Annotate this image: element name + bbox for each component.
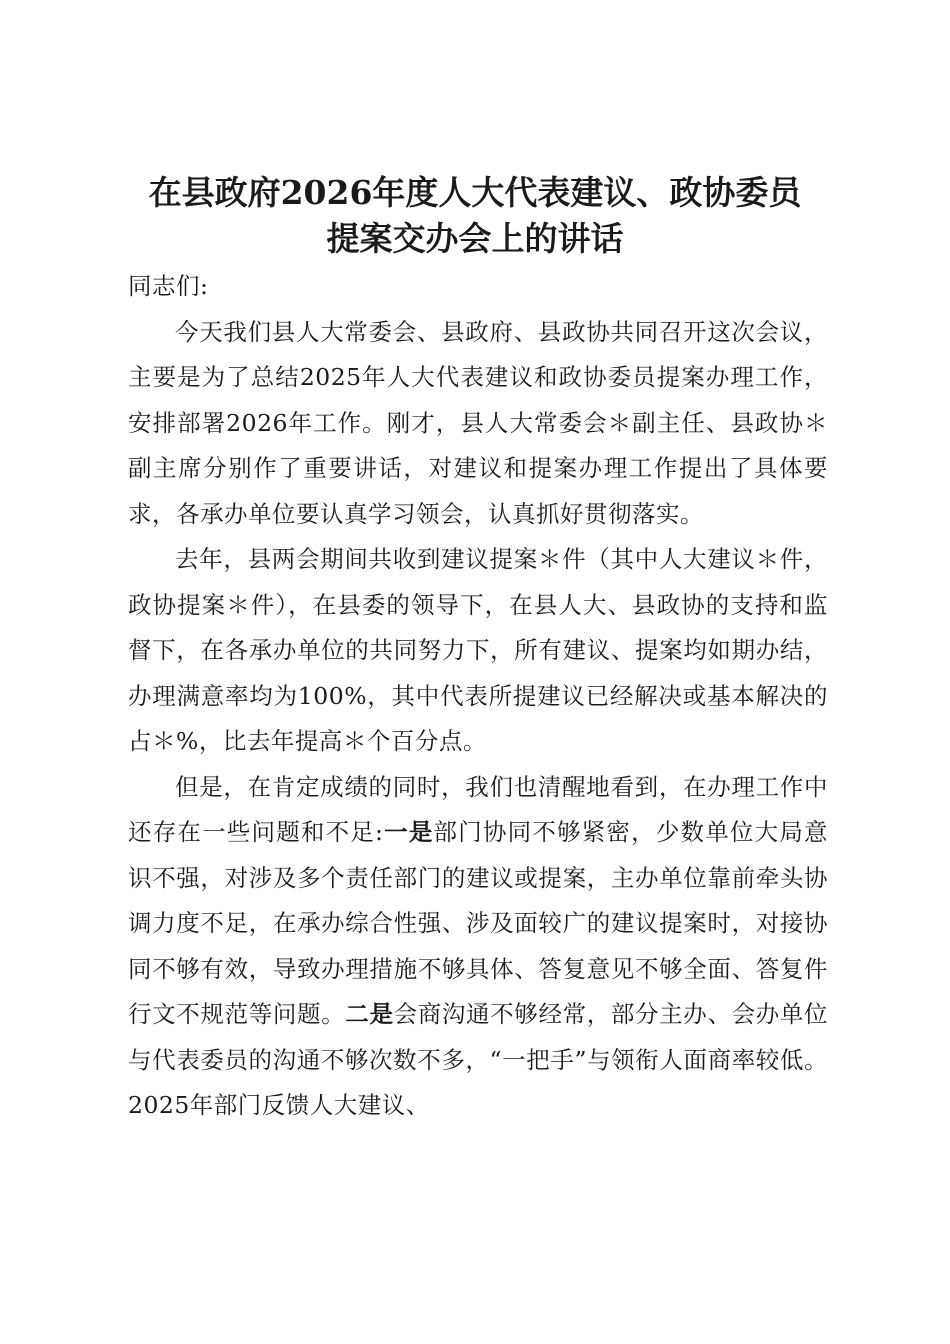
- problems-intro: 但是，在肯定成绩的同时，我们也清醒地看到，在办理工作中还存在一些问题和不足:: [128, 772, 828, 846]
- salutation: 同志们:: [128, 272, 209, 300]
- document-body: [128, 264, 828, 1129]
- paragraph-problems: [128, 765, 828, 1129]
- point-2-label: 二是: [345, 1000, 394, 1028]
- point-2-text: 会商沟通不够经常，部分主办、会办单位与代表委员的沟通不够次数不多，“一把手”与领衔人面商率较低。2025年部门反馈人大建议、: [128, 1000, 829, 1119]
- document-title-line-2: 提案交办会上的讲话: [326, 219, 624, 258]
- point-1-text: 部门协同不够紧密，少数单位大局意识不强，对涉及多个责任部门的建议或提案，主办单位靠前牵头协调力度不足，在承办综合性强、涉及面较广的建议提案时，对接协同不够有效，导致办理措施不够具体、答复意见不够全面、答复件行文不规范等问题。: [128, 818, 829, 1028]
- paragraph-opening: 今天我们县人大常委会、县政府、县政协共同召开这次会议，主要是为了总结2025年人大代表建议和政协委员提案办理工作，安排部署2026年工作。刚才，县人大常委会＊副主任、县政协＊副主席分别作了重要讲话，对建议和提案办理工作提出了具体要求，各承办单位要认真学习领会，认真抓好贯彻落实。: [128, 317, 828, 528]
- document-title-line-1: 在县政府2026年度人大代表建议、政协委员: [148, 173, 802, 212]
- paragraph-last-year-summary: 去年，县两会期间共收到建议提案＊件（其中人大建议＊件，政协提案＊件），在县委的领导下，在县人大、县政协的支持和监督下，在各承办单位的共同努力下，所有建议、提案均如期办结，办理满意率均为100%，其中代表所提建议已经解决或基本解决的占＊%，比去年提高＊个百分点。: [128, 545, 828, 755]
- point-1-label: 一是: [383, 818, 434, 846]
